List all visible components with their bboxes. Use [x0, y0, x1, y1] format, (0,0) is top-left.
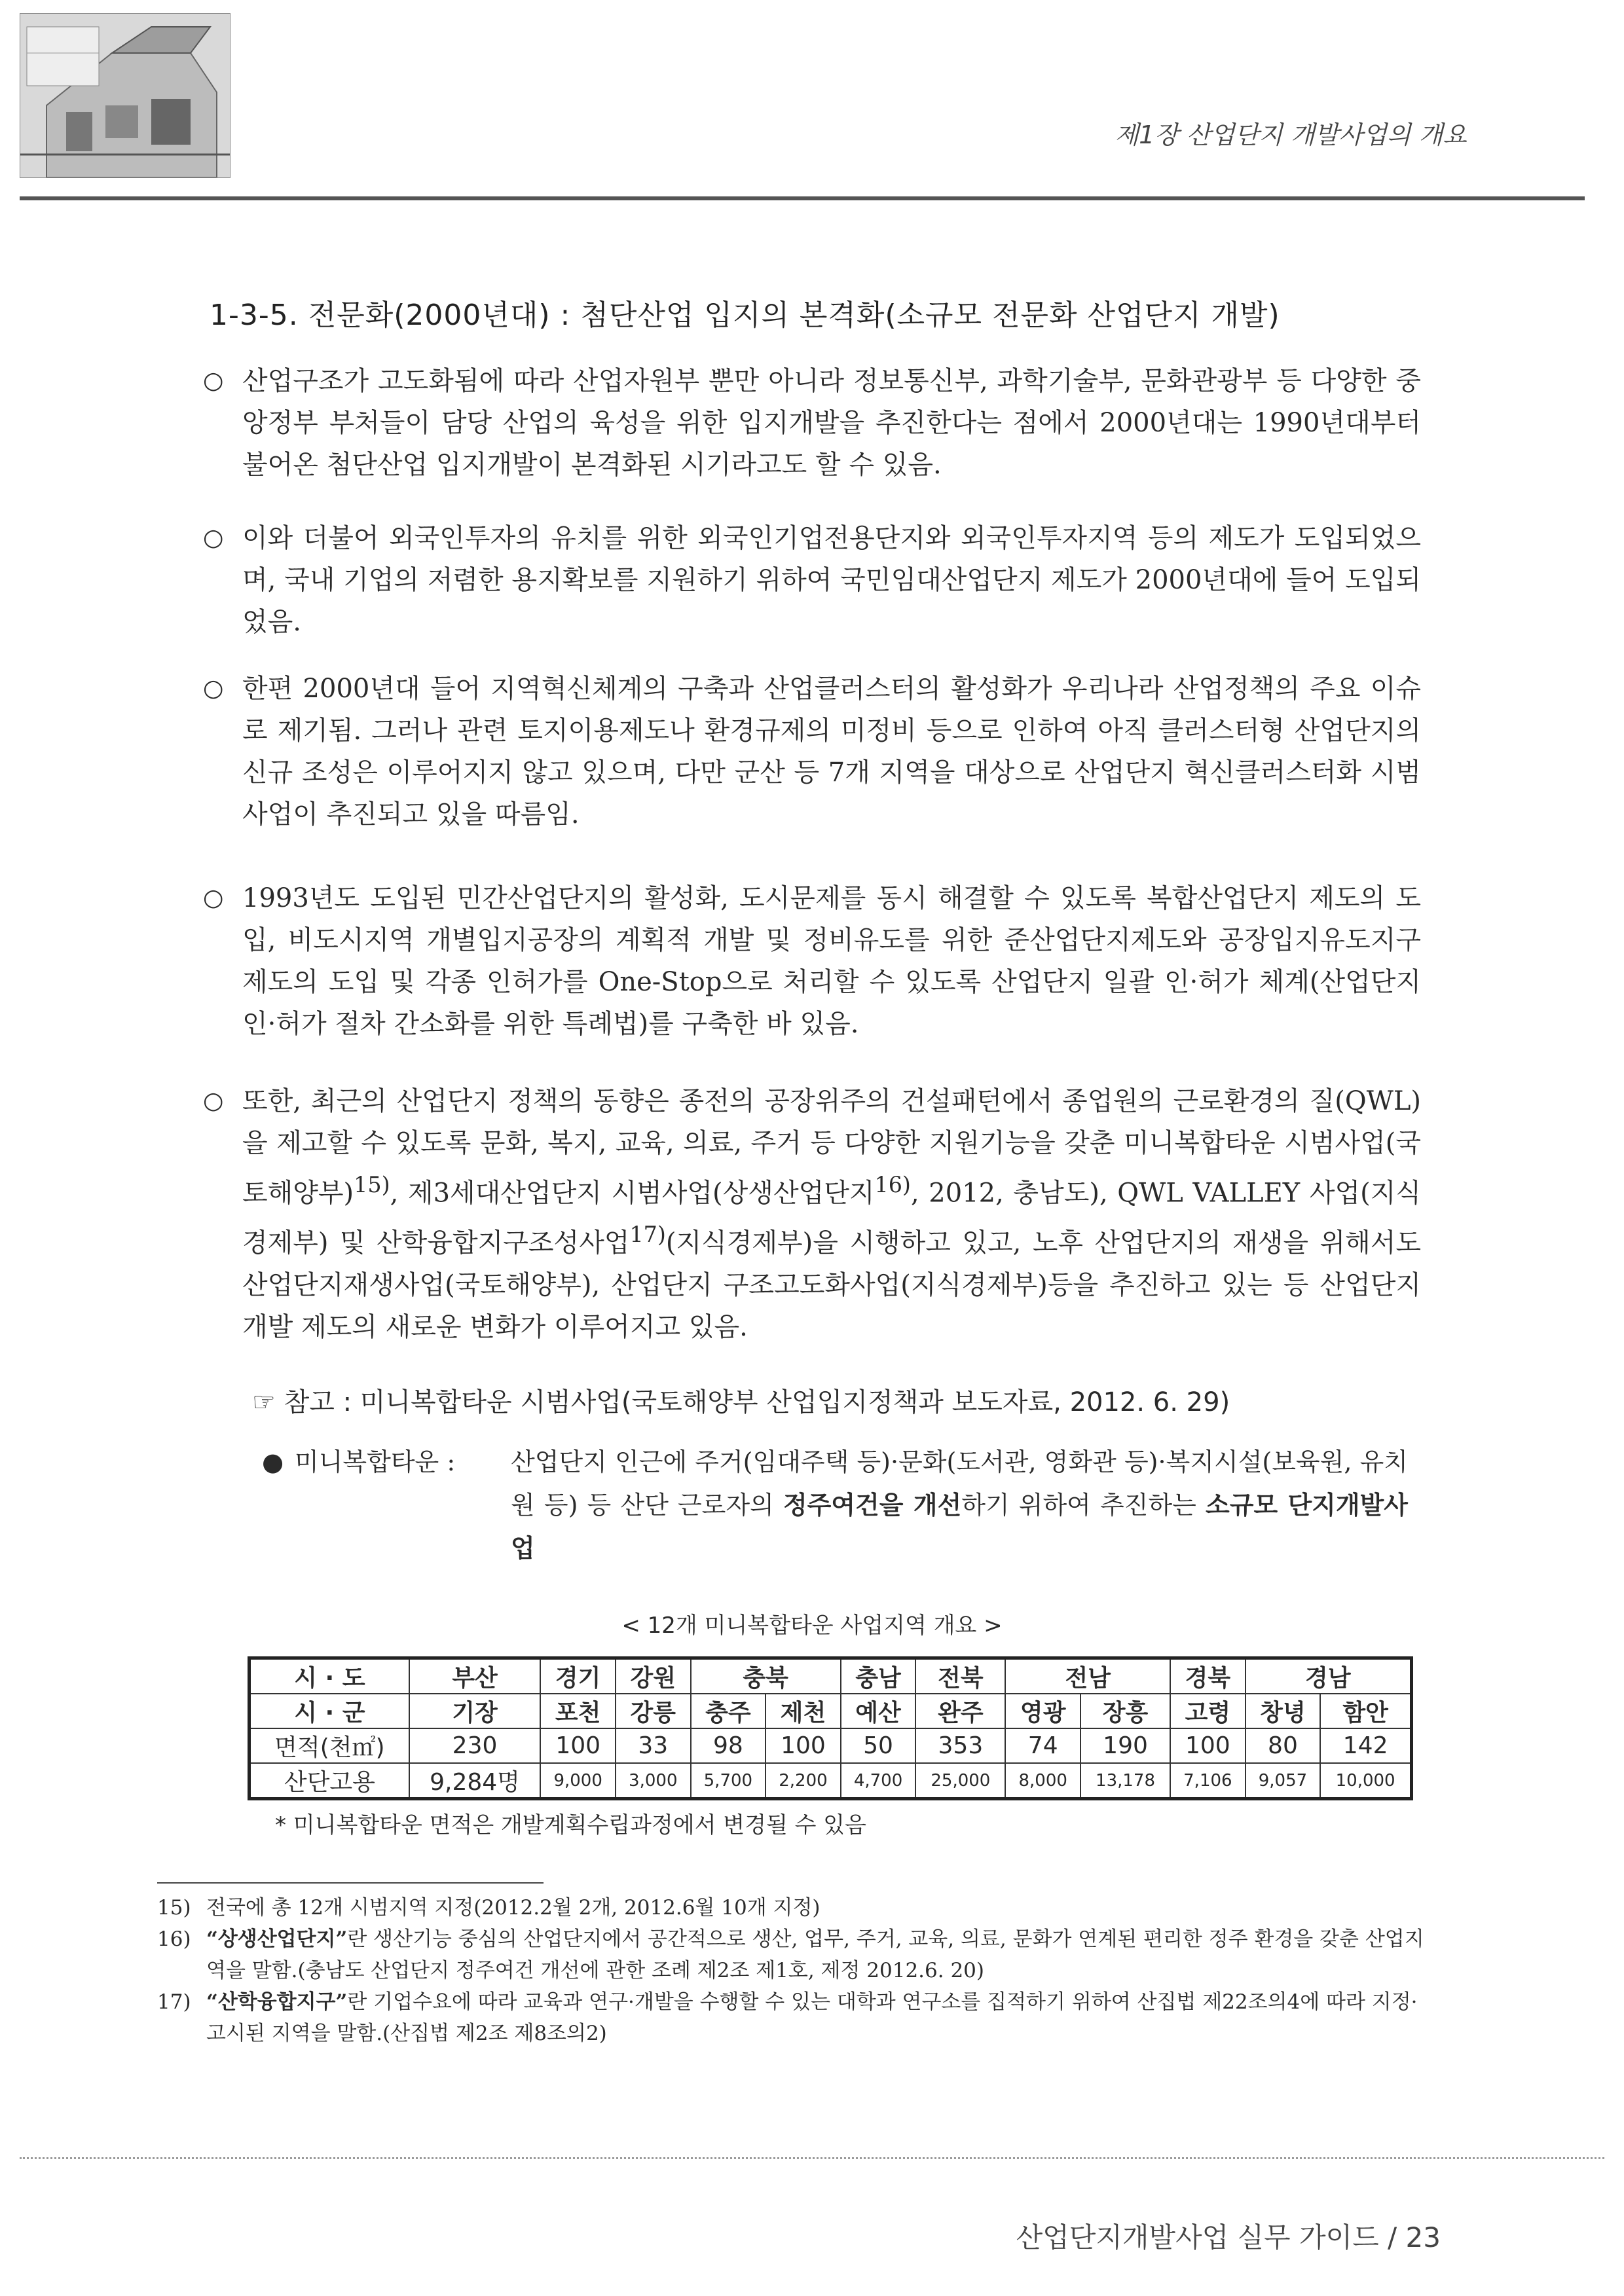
header-decorative-image: [20, 13, 231, 178]
note-desc-bold: 정주여건을 개선: [783, 1490, 962, 1520]
footnote-text: 전국에 총 12개 시범지역 지정(2012.2월 2개, 2012.6월 10개 지정): [206, 1896, 821, 1920]
header-divider: [20, 196, 1585, 200]
footnotes: [157, 1892, 1428, 2049]
employment-cell: 5,700: [691, 1763, 766, 1799]
area-cell: 100: [766, 1728, 841, 1763]
bullet-mark: ○: [203, 367, 224, 394]
employment-cell: 10,000: [1320, 1763, 1411, 1799]
employment-cell: 4,700: [841, 1763, 916, 1799]
employment-cell: 9,000: [540, 1763, 616, 1799]
area-cell: 80: [1246, 1728, 1321, 1763]
footnote-body: 란 생산기능 중심의 산업단지에서 공간적으로 생산, 업무, 주거, 교육, 의료, 문화가 연계된 편리한 정주 환경을 갖춘 산업지역을 말함.(충남도 산업단지 정주여건 개선에 관한 조례 제2조 제1호, 제정 2012.6. 20): [206, 1927, 1424, 1982]
note-desc-part: 하기 위하여 추진하는: [961, 1491, 1206, 1520]
reference-note: ☞ 참고 : 미니복합타운 시범사업(국토해양부 산업입지정책과 보도자료, 2012. 6. 29): [252, 1387, 1230, 1417]
area-cell: 142: [1320, 1728, 1411, 1763]
bullet-mark: ○: [203, 884, 224, 911]
area-cell: 190: [1080, 1728, 1170, 1763]
employment-cell: 8,000: [1005, 1763, 1080, 1799]
sigun-cell: 고령: [1170, 1694, 1246, 1728]
note-desc-bold: 소규모 단지개발사업: [511, 1490, 1408, 1563]
page-footer: 산업단지개발사업 실무 가이드 / 23: [1016, 2221, 1441, 2253]
note-term: 미니복합타운 :: [295, 1448, 456, 1476]
paragraph-text: 1993년도 도입된 민간산업단지의 활성화, 도시문제를 동시 해결할 수 있도록 복합산업단지 제도의 도입, 비도시지역 개별입지공장의 계획적 개발 및 정비유도를 위한 준산업단지제도와 공장입지유도지구 제도의 도입 및 각종 인허가를 One-Stop으로 처리할 수 있도록 산업단지 일괄 인·허가 체계(산업단지 인·허가 절차 간소화를 위한 특례법)를 구축한 바 있음.: [242, 883, 1421, 1039]
sigun-cell: 포천: [540, 1694, 616, 1728]
employment-cell: 7,106: [1170, 1763, 1246, 1799]
footnote-term: “상생산업단지”: [206, 1927, 348, 1951]
note-desc-part: 산업단지 인근에 주거(임대주택 등)·문화(도서관, 영화관 등)·복지시설(보육원, 유치원 등) 등 산단 근로자의: [511, 1448, 1408, 1520]
area-cell: 33: [616, 1728, 691, 1763]
sido-cell: 충북: [691, 1658, 841, 1694]
area-cell: 74: [1005, 1728, 1080, 1763]
sigun-cell: 강릉: [616, 1694, 691, 1728]
bullet-dot: ●: [262, 1448, 284, 1476]
footnote-15: [157, 1892, 1428, 1923]
paragraph-text: 산업구조가 고도화됨에 따라 산업자원부 뿐만 아니라 정보통신부, 과학기술부, 문화관광부 등 다양한 중앙정부 부처들이 담당 산업의 육성을 위한 입지개발을 추진한다는 점에서 2000년대는 1990년대부터 불어온 첨단산업 입지개발이 본격화된 시기라고도 할 수 있음.: [242, 366, 1421, 480]
paragraph-3: [203, 668, 1421, 835]
sigun-cell: 함안: [1320, 1694, 1411, 1728]
row-label: 시 · 군: [249, 1694, 409, 1728]
employment-cell: 13,178: [1080, 1763, 1170, 1799]
employment-cell: 2,200: [766, 1763, 841, 1799]
footnote-text: [206, 1990, 1418, 2045]
sido-cell: 경북: [1170, 1658, 1246, 1694]
table-row-employment: [249, 1763, 1412, 1799]
sigun-cell: 완주: [915, 1694, 1005, 1728]
bullet-mark: ○: [203, 524, 224, 551]
paragraph-text-part: (지식경제부)을 시행하고 있고, 노후 산업단지의 재생을 위해서도 산업단지재생사업(국토해양부), 산업단지 구조고도화사업(지식경제부)등을 추진하고 있는 등 산업단지개발 제도의 새로운 변화가 이루어지고 있음.: [242, 1228, 1422, 1342]
footnote-16: [157, 1923, 1428, 1986]
sigun-cell: 충주: [691, 1694, 766, 1728]
building-illustration: [20, 14, 230, 177]
area-cell: 353: [915, 1728, 1005, 1763]
paragraph-5: [203, 1080, 1421, 1348]
sigun-cell: 제천: [766, 1694, 841, 1728]
sido-cell: 강원: [616, 1658, 691, 1694]
footnote-number: 15): [157, 1896, 191, 1920]
sigun-cell: 예산: [841, 1694, 916, 1728]
paragraph-text-part: 또한, 최근의 산업단지 정책의 동향은 종전의 공장위주의 건설패턴에서 종업원의 근로환경의 질(QWL)을 제고할 수 있도록 문화, 복지, 교육, 의료, 주거 등 다양한 지원기능을 갖춘 미니복합타운 시범사업(국토해양부): [242, 1086, 1421, 1209]
paragraph-text: 이와 더불어 외국인투자의 유치를 위한 외국인기업전용단지와 외국인투자지역 등의 제도가 도입되었으며, 국내 기업의 저렴한 용지확보를 지원하기 위하여 국민임대산업단지 제도가 2000년대에 들어 도입되었음.: [242, 523, 1421, 637]
area-cell: 100: [540, 1728, 616, 1763]
footnote-ref: 16): [874, 1172, 911, 1197]
paragraph-text: 한편 2000년대 들어 지역혁신체계의 구축과 산업클러스터의 활성화가 우리나라 산업정책의 주요 이슈로 제기됨. 그러나 관련 토지이용제도나 환경규제의 미정비 등으로 인하여 아직 클러스터형 산업단지의 신규 조성은 이루어지지 않고 있으며, 다만 군산 등 7개 지역을 대상으로 산업단지 혁신클러스터화 시범사업이 추진되고 있을 따름임.: [242, 674, 1421, 829]
area-cell: 230: [409, 1728, 541, 1763]
sido-cell: 전남: [1005, 1658, 1170, 1694]
employment-cell: 9,057: [1246, 1763, 1321, 1799]
note-description: [511, 1440, 1408, 1570]
paragraph-2: [203, 517, 1421, 643]
footnote-term: “산학융합지구”: [206, 1990, 348, 2014]
chapter-title: 제1장 산업단지 개발사업의 개요: [1115, 120, 1467, 149]
table-row-area: [249, 1728, 1412, 1763]
row-label: 면적(천㎡): [249, 1728, 409, 1763]
row-label: 시 · 도: [249, 1658, 409, 1694]
employment-cell: 25,000: [915, 1763, 1005, 1799]
bullet-mark: ○: [203, 675, 224, 702]
sido-cell: 부산: [409, 1658, 541, 1694]
paragraph-text-part: , 제3세대산업단지 시범사업(상생산업단지: [390, 1178, 875, 1209]
footnote-divider: [157, 1882, 544, 1884]
footnote-number: 17): [157, 1990, 191, 2014]
footnote-number: 16): [157, 1927, 191, 1951]
employment-cell: 3,000: [616, 1763, 691, 1799]
footnote-ref: 15): [354, 1172, 390, 1197]
row-label: 산단고용: [249, 1763, 409, 1799]
sido-cell: 경남: [1246, 1658, 1412, 1694]
table-row-sido: [249, 1658, 1412, 1694]
table-footnote: * 미니복합타운 면적은 개발계획수립과정에서 변경될 수 있음: [275, 1812, 866, 1838]
footnote-text: [206, 1927, 1424, 1982]
paragraph-4: [203, 877, 1421, 1045]
footnote-17: [157, 1986, 1428, 2049]
table-caption: < 12개 미니복합타운 사업지역 개요 >: [621, 1613, 1003, 1639]
sigun-cell: 기장: [409, 1694, 541, 1728]
section-heading: 1-3-5. 전문화(2000년대) : 첨단산업 입지의 본격화(소규모 전문화 산업단지 개발): [210, 299, 1280, 332]
area-cell: 100: [1170, 1728, 1246, 1763]
sigun-cell: 창녕: [1246, 1694, 1321, 1728]
regions-table: [248, 1656, 1413, 1800]
table-row-sigun: [249, 1694, 1412, 1728]
footnote-body: 란 기업수요에 따라 교육과 연구·개발을 수행할 수 있는 대학과 연구소를 집적하기 위하여 산집법 제22조의4에 따라 지정·고시된 지역을 말함.(산집법 제2조 제8조의2): [206, 1990, 1418, 2045]
area-cell: 50: [841, 1728, 916, 1763]
sigun-cell: 장흥: [1080, 1694, 1170, 1728]
sido-cell: 충남: [841, 1658, 916, 1694]
footnote-ref: 17): [629, 1222, 666, 1248]
sigun-cell: 영광: [1005, 1694, 1080, 1728]
bullet-mark: ○: [203, 1087, 224, 1114]
sido-cell: 경기: [540, 1658, 616, 1694]
footer-divider: [20, 2157, 1604, 2159]
paragraph-text-part: , 2012, 충남도), QWL VALLEY 사업(지식경제부) 및 산학융합지구조성사업: [242, 1178, 1421, 1258]
paragraph-1: [203, 360, 1421, 486]
employment-cell: 9,284명: [409, 1763, 541, 1799]
area-cell: 98: [691, 1728, 766, 1763]
sido-cell: 전북: [915, 1658, 1005, 1694]
